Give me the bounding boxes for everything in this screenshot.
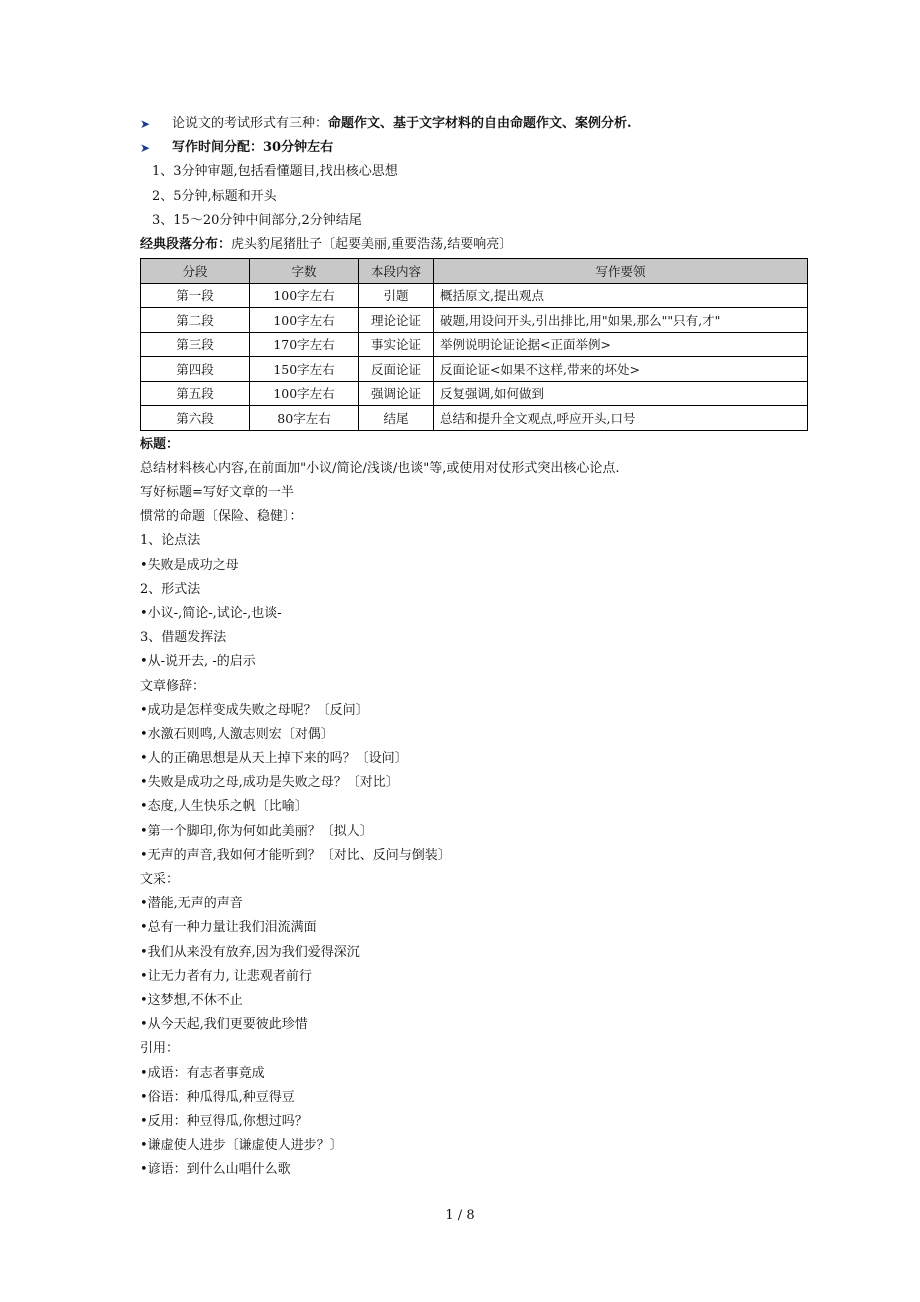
table-cell: 破题,用设问开头,引出排比,用"如果,那么""只有,才" — [434, 308, 808, 333]
table-cell: 事实论证 — [359, 332, 434, 357]
text-line: •成语：有志者事竟成 — [140, 1065, 265, 1081]
table-cell: 100字左右 — [250, 308, 359, 333]
text-line: •总有一种力量让我们泪流满面 — [140, 920, 317, 936]
text-line: 3、借题发挥法 — [140, 630, 227, 646]
intro-bold: 命题作文、基于文字材料的自由命题作文、案例分析. — [328, 116, 632, 131]
text-line: 惯常的命题〔保险、稳健〕： — [140, 509, 303, 525]
table-cell: 强调论证 — [359, 381, 434, 406]
text-line: 文章修辞： — [140, 678, 206, 694]
table-cell: 总结和提升全文观点,呼应开头,口号 — [434, 406, 808, 431]
text-line: •失败是成功之母,成功是失败之母？〔对比〕 — [140, 775, 399, 791]
text-line: •态度,人生快乐之帆〔比喻〕 — [140, 799, 308, 815]
intro-plain: 论说文的考试形式有三种： — [172, 116, 329, 131]
classic-distribution — [140, 233, 810, 257]
table-cell: 150字左右 — [250, 357, 359, 382]
text-line: •从-说开去, -的启示 — [140, 654, 256, 670]
text-line: •从今天起,我们更要彼此珍惜 — [140, 1017, 308, 1033]
text-line: •第一个脚印,你为何如此美丽？〔拟人〕 — [140, 823, 373, 839]
text-line: 文采： — [140, 872, 180, 887]
table-cell: 反面论证<如果不这样,带来的坏处> — [434, 357, 808, 382]
text-line: •无声的声音,我如何才能听到？〔对比、反问与倒装〕 — [140, 847, 451, 863]
text-line: 1、论点法 — [140, 533, 201, 549]
table-cell: 反复强调,如何做到 — [434, 381, 808, 406]
table-cell: 100字左右 — [250, 283, 359, 308]
text-line: •这梦想,不休不止 — [140, 992, 243, 1008]
title-heading: 标题： — [140, 436, 180, 452]
table-row — [141, 381, 808, 406]
table-header: 写作要领 — [434, 259, 808, 284]
text-line: •谚语：到什么山唱什么歌 — [140, 1162, 291, 1178]
table-cell: 引题 — [359, 283, 434, 308]
table-cell: 反面论证 — [359, 357, 434, 382]
table-cell: 第三段 — [141, 332, 250, 357]
text-line: •俗语：种瓜得瓜,种豆得豆 — [140, 1089, 295, 1105]
table-header: 字数 — [250, 259, 359, 284]
paragraph-table — [140, 258, 808, 431]
table-cell: 结尾 — [359, 406, 434, 431]
table-cell: 理论论证 — [359, 308, 434, 333]
intro-item — [140, 112, 810, 136]
text-line: 2、形式法 — [140, 581, 201, 597]
text-line: 引用： — [140, 1041, 180, 1057]
text-line: •成功是怎样变成失败之母呢？〔反问〕 — [140, 702, 369, 718]
table-row — [141, 283, 808, 308]
text-line: •人的正确思想是从天上掉下来的吗？〔设问〕 — [140, 751, 408, 767]
classic-label: 经典段落分布： — [140, 236, 232, 252]
text-line: •反用：种豆得瓜,你想过吗？ — [140, 1113, 308, 1129]
text-line: •让无力者有力, 让悲观者前行 — [140, 968, 312, 984]
text-line: •谦虚使人进步〔谦虚使人进步？〕 — [140, 1138, 343, 1154]
table-cell: 概括原文,提出观点 — [434, 283, 808, 308]
time-step: 2、5分钟,标题和开头 — [152, 188, 277, 204]
intro-item — [140, 136, 810, 160]
text-line: 总结材料核心内容,在前面加"小议/简论/浅谈/也谈"等,或使用对仗形式突出核心论点. — [140, 460, 620, 476]
table-cell: 80字左右 — [250, 406, 359, 431]
table-header: 分段 — [141, 259, 250, 284]
table-cell: 第四段 — [141, 357, 250, 382]
table-row — [141, 406, 808, 431]
table-row — [141, 332, 808, 357]
text-line: •小议-,简论-,试论-,也谈- — [140, 605, 282, 621]
table-row — [141, 357, 808, 382]
table-cell: 第一段 — [141, 283, 250, 308]
document-page — [140, 112, 810, 1182]
table-cell: 第六段 — [141, 406, 250, 431]
time-step: 1、3分钟审题,包括看懂题目,找出核心思想 — [152, 164, 398, 180]
table-header-row — [141, 259, 808, 284]
arrow-bullet-icon: ➤ — [140, 117, 151, 131]
text-line: •失败是成功之母 — [140, 557, 239, 573]
table-cell: 170字左右 — [250, 332, 359, 357]
text-line: •我们从来没有放弃,因为我们爱得深沉 — [140, 944, 360, 960]
classic-text: 虎头豹尾猪肚子〔起要美丽,重要浩荡,结要响亮〕 — [231, 236, 513, 252]
table-header: 本段内容 — [359, 259, 434, 284]
table-row — [141, 308, 808, 333]
table-cell: 100字左右 — [250, 381, 359, 406]
table-cell: 第五段 — [141, 381, 250, 406]
arrow-bullet-icon: ➤ — [140, 141, 151, 156]
table-cell: 举例说明论证论据<正面举例> — [434, 332, 808, 357]
time-step: 3、15～20分钟中间部分,2分钟结尾 — [152, 212, 362, 228]
body-lines — [140, 457, 810, 1183]
intro-bold: 写作时间分配：30分钟左右 — [172, 140, 334, 156]
text-line: 写好标题=写好文章的一半 — [140, 485, 294, 500]
text-line: •潜能,无声的声音 — [140, 896, 243, 912]
text-line: •水激石则鸣,人激志则宏〔对偶〕 — [140, 726, 334, 742]
table-cell: 第二段 — [141, 308, 250, 333]
page-number: 1 / 8 — [445, 1208, 475, 1223]
